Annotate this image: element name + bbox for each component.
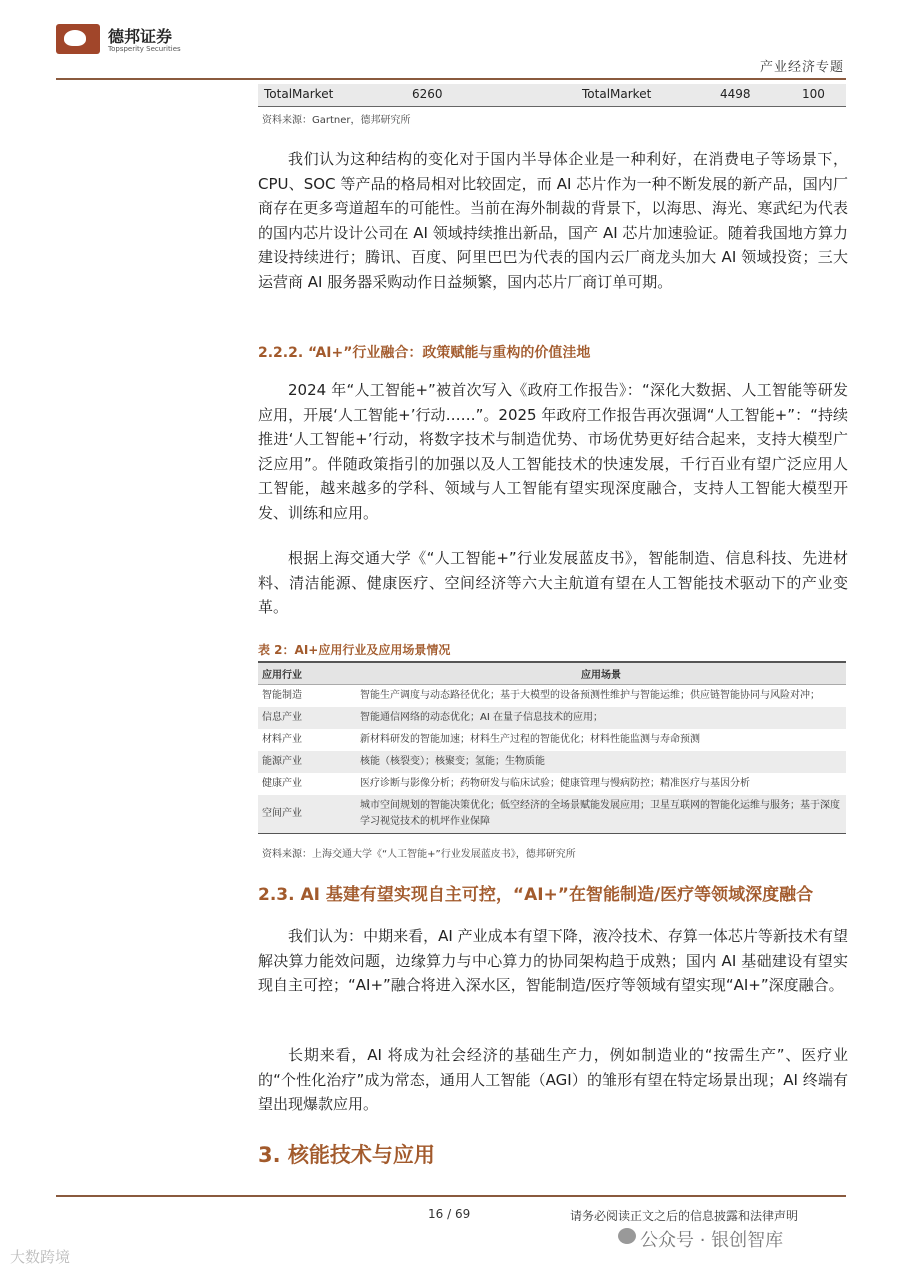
table-cell-industry: 能源产业 <box>258 751 356 773</box>
company-logo-icon <box>56 24 100 54</box>
table-header-scenario: 应用场景 <box>356 662 846 685</box>
table-cell-industry: 材料产业 <box>262 734 302 745</box>
cell-value-1: 6260 <box>412 87 443 101</box>
table-row <box>258 795 846 834</box>
table-2-title: 表 2：AI+应用行业及应用场景情况 <box>258 643 451 657</box>
cell-value-2: 4498 <box>720 87 751 101</box>
cell-label-2: TotalMarket <box>582 87 652 101</box>
total-market-row <box>258 84 846 107</box>
table-cell-scenario: 新材料研发的智能加速；材料生产过程的智能优化；材料性能监测与寿命预测 <box>360 734 700 745</box>
table-row <box>258 773 846 795</box>
cell-label-1: TotalMarket <box>264 87 334 101</box>
table-cell-scenario: 医疗诊断与影像分析；药物研发与临床试验；健康管理与慢病防控；精准医疗与基因分析 <box>360 778 750 789</box>
table-cell-industry: 智能制造 <box>262 690 302 701</box>
section-heading-2-3: 2.3. AI 基建有望实现自主可控，“AI+”在智能制造/医疗等领域深度融合 <box>258 885 814 905</box>
table-row <box>258 685 846 708</box>
paragraph-2: 2024 年“人工智能+”被首次写入《政府工作报告》：“深化大数据、人工智能等研发应用，开展‘人工智能+’行动……”。2025 年政府工作报告再次强调“人工智能+”：“持续推进‘人工智能+’行动，将数字技术与制造优势、市场优势更好结合起来，支持大模型广泛应用”。伴随政策指引的加强以及人工智能技术的快速发展，千行百业有望广泛应用人工智能，越来越多的学科、领域与人工智能有望实现深度融合，支持人工智能大模型开发、训练和应用。 <box>258 381 848 522</box>
section-heading-3: 3. 核能技术与应用 <box>258 1143 435 1167</box>
disclaimer-note: 请务必阅读正文之后的信息披露和法律声明 <box>570 1209 799 1223</box>
paragraph-5: 长期来看，AI 将成为社会经济的基础生产力，例如制造业的“按需生产”、医疗业的“个性化治疗”成为常态，通用人工智能（AGI）的雏形有望在特定场景出现；AI 终端有望出现爆款应用。 <box>258 1046 848 1114</box>
table-cell-scenario: 核能（核裂变）；核聚变；氢能；生物质能 <box>356 751 846 773</box>
cell-value-3: 100 <box>802 87 825 101</box>
report-type: 产业经济专题 <box>759 60 844 75</box>
paragraph-4: 我们认为：中期来看，AI 产业成本有望下降，液冷技术、存算一体芯片等新技术有望解决算力能效问题，边缘算力与中心算力的协同架构趋于成熟；国内 AI 基础建设有望实现自主可控；“AI+”融合将进入深水区，智能制造/医疗等领域有望实现“AI+”深度融合。 <box>258 927 848 995</box>
table-cell-industry: 健康产业 <box>262 778 302 789</box>
footer-divider <box>56 1195 846 1197</box>
table-cell-industry: 空间产业 <box>258 795 356 834</box>
table-row <box>258 729 846 751</box>
paragraph-3: 根据上海交通大学《“人工智能+”行业发展蓝皮书》，智能制造、信息科技、先进材料、清洁能源、健康医疗、空间经济等六大主航道有望在人工智能技术驱动下的产业变革。 <box>258 549 848 617</box>
table-cell-scenario: 智能通信网络的动态优化；AI 在量子信息技术的应用； <box>356 707 846 729</box>
section-heading-2-2-2: 2.2.2. “AI+”行业融合：政策赋能与重构的价值洼地 <box>258 345 591 361</box>
table-row <box>258 707 846 729</box>
table-cell-scenario: 智能生产调度与动态路径优化；基于大模型的设备预测性维护与智能运维；供应链智能协同与风险对冲； <box>360 690 820 701</box>
table-2 <box>258 661 846 834</box>
table-header-industry: 应用行业 <box>258 662 356 685</box>
top-table-source: 资料来源：Gartner，德邦研究所 <box>262 115 411 126</box>
table-cell-industry: 信息产业 <box>258 707 356 729</box>
table-cell-scenario: 城市空间规划的智能决策优化；低空经济的全场景赋能发展应用；卫星互联网的智能化运维与服务；基于深度学习视觉技术的机坪作业保障 <box>356 795 846 834</box>
paragraph-1: 我们认为这种结构的变化对于国内半导体企业是一种利好，在消费电子等场景下，CPU、SOC 等产品的格局相对比较固定，而 AI 芯片作为一种不断发展的新产品，国内厂商存在更多弯道超车的可能性。当前在海外制裁的背景下，以海思、海光、寒武纪为代表的国内芯片设计公司在 AI 领域持续推出新品，国产 AI 芯片加速验证。随着我国地方算力建设持续进行；腾讯、百度、阿里巴巴为代表的国内云厂商龙头加大 AI 领域投资；三大运营商 AI 服务器采购动作日益频繁，国内芯片厂商订单可期。 <box>258 150 848 291</box>
header-divider <box>56 78 846 80</box>
watermark: 大数跨境 <box>10 1248 71 1266</box>
page-number: 16 / 69 <box>428 1207 471 1221</box>
company-name: 德邦证券 <box>108 27 173 46</box>
table-row <box>258 751 846 773</box>
company-name-en: Topsperity Securities <box>108 45 181 53</box>
wechat-account: 公众号 · 银创智库 <box>640 1230 784 1251</box>
table-2-source: 资料来源：上海交通大学《“人工智能+”行业发展蓝皮书》，德邦研究所 <box>262 849 576 860</box>
wechat-icon <box>618 1228 636 1244</box>
